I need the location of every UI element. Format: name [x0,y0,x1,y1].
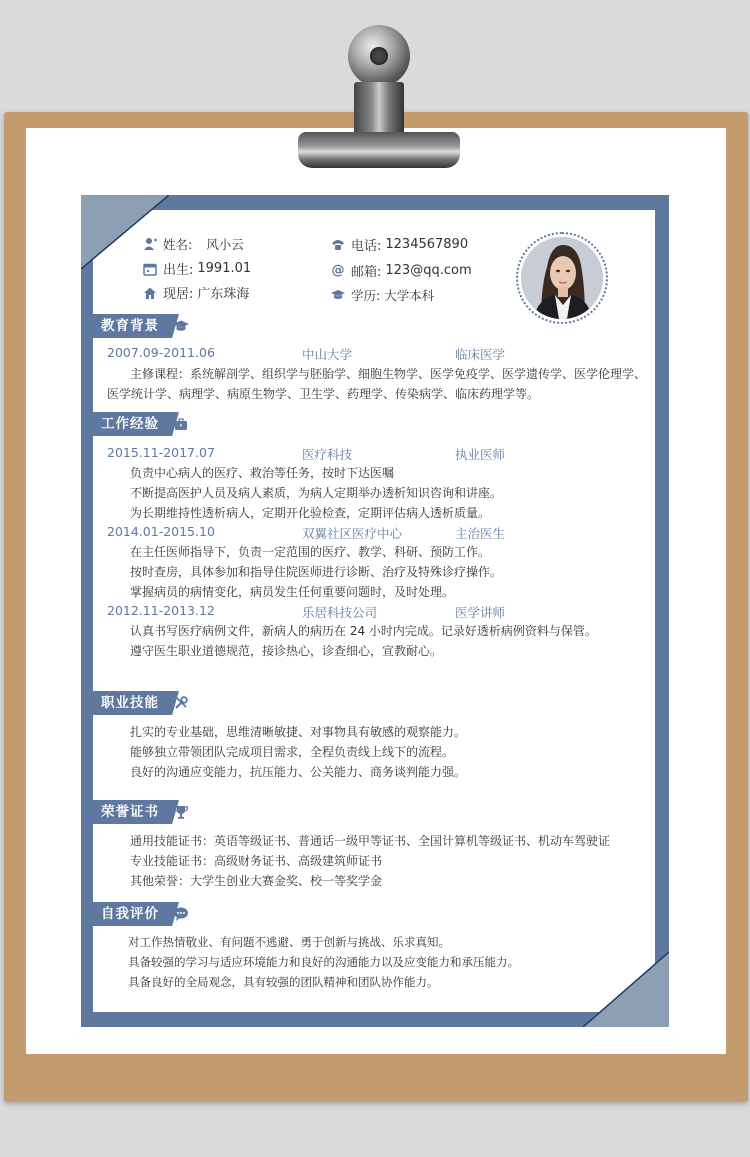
section-title: 荣誉证书 [101,804,159,820]
job-line: 认真书写医疗病例文件，新病人的病历在 24 小时内完成。记录好透析病例资料与保管。 [130,624,597,638]
email-label: 邮箱: [351,265,382,280]
trophy-icon [173,804,189,820]
portrait-photo [521,237,603,319]
avatar [516,232,608,324]
honor-line: 专业技能证书：高级财务证书、高级建筑师证书 [130,854,383,868]
residence-label: 现居: [163,287,194,302]
section-header-honors [93,800,193,824]
job-line: 按时查房，具体参加和指导住院医师进行诊断、治疗及特殊诊疗操作。 [130,565,503,579]
at-icon: @ [331,262,345,278]
job-line: 不断提高医护人员及病人素质，为病人定期举办透析知识咨询和讲座。 [130,486,503,500]
job-period: 2015.11-2017.07 [107,445,215,460]
name-value: 风小云 [206,237,244,252]
graduation-cap-icon [173,318,189,334]
self-line: 具备较强的学习与适应环境能力和良好的沟通能力以及应变能力和承压能力。 [128,955,519,969]
clip-hole [370,47,388,65]
job-position: 医学讲师 [455,605,506,620]
phone-value: 1234567890 [385,237,469,252]
chat-icon [173,906,189,922]
job-position: 执业医师 [455,447,506,462]
education-period: 2007.09-2011.06 [107,345,215,360]
phone-label: 电话: [351,239,382,254]
section-header-work [93,412,193,436]
section-header-skills [93,691,193,715]
job-company: 双翼社区医疗中心 [302,526,403,541]
section-title: 工作经验 [101,416,159,432]
birth-label: 出生: [163,263,194,278]
user-icon [143,237,157,251]
section-header-education [93,314,193,338]
calendar-icon [143,262,157,276]
briefcase-icon [173,416,189,432]
home-icon [143,286,157,300]
section-title: 职业技能 [101,695,159,711]
tools-icon [173,695,189,711]
job-line: 负责中心病人的医疗、救治等任务，按时下达医嘱 [130,466,395,480]
job-period: 2012.11-2013.12 [107,603,215,618]
residence-value: 广东珠海 [197,287,250,302]
name-field [143,235,244,253]
job-line: 为长期维持性透析病人，定期开化验检查，定期评估病人透析质量。 [130,506,491,520]
degree-value: 大学本科 [384,288,435,303]
birth-value: 1991.01 [197,261,252,276]
education-line: 主修课程：系统解剖学、组织学与胚胎学、细胞生物学、医学免疫学、医学遗传学、医学伦理学、 [130,367,647,381]
self-line: 具备良好的全局观念，具有较强的团队精神和团队协作能力。 [128,975,439,989]
job-line: 遵守医生职业道德规范，接诊热心，诊查细心，宣教耐心。 [130,644,443,658]
email-field [331,261,472,280]
job-line: 在主任医师指导下，负责一定范围的医疗、教学、科研、预防工作。 [130,545,491,559]
job-period: 2014.01-2015.10 [107,524,215,539]
skill-line: 扎实的专业基础，思维清晰敏捷、对事物具有敏感的观察能力。 [130,725,467,739]
education-line: 医学统计学、病理学、病原生物学、卫生学、药理学、传染病学、临床药理学等。 [107,387,540,401]
section-title: 教育背景 [101,318,159,334]
self-line: 对工作热情敬业、有问题不逃避、勇于创新与挑战、乐求真知。 [128,935,450,949]
phone-icon [331,238,345,252]
honor-line: 通用技能证书：英语等级证书、普通话一级甲等证书、全国计算机等级证书、机动车驾驶证 [130,834,611,848]
residence-field [143,283,249,302]
email-value: 123@qq.com [385,263,472,278]
education-school: 中山大学 [302,347,353,362]
corner-decoration-bottom-right [583,952,669,1027]
job-company: 乐居科技公司 [302,605,378,620]
skill-line: 良好的沟通应变能力，抗压能力、公关能力、商务谈判能力强。 [130,765,467,779]
section-title: 自我评价 [101,906,159,922]
degree-field [331,286,434,304]
education-major: 临床医学 [455,347,506,362]
phone-field [331,235,468,254]
job-company: 医疗科技 [302,447,353,462]
birth-field [143,259,251,278]
honor-line: 其他荣誉：大学生创业大赛金奖、校一等奖学金 [130,874,383,888]
clip-base [298,132,460,168]
graduation-cap-icon [331,288,345,302]
job-position: 主治医生 [455,526,506,541]
job-line: 掌握病员的病情变化，病员发生任何重要问题时，及时处理。 [130,585,455,599]
corner-decoration-top-left [81,195,169,269]
skill-line: 能够独立带领团队完成项目需求，全程负责线上线下的流程。 [130,745,455,759]
name-label: 姓名: [163,237,193,252]
degree-label: 学历: [351,288,381,303]
section-header-self-evaluation [93,902,193,926]
